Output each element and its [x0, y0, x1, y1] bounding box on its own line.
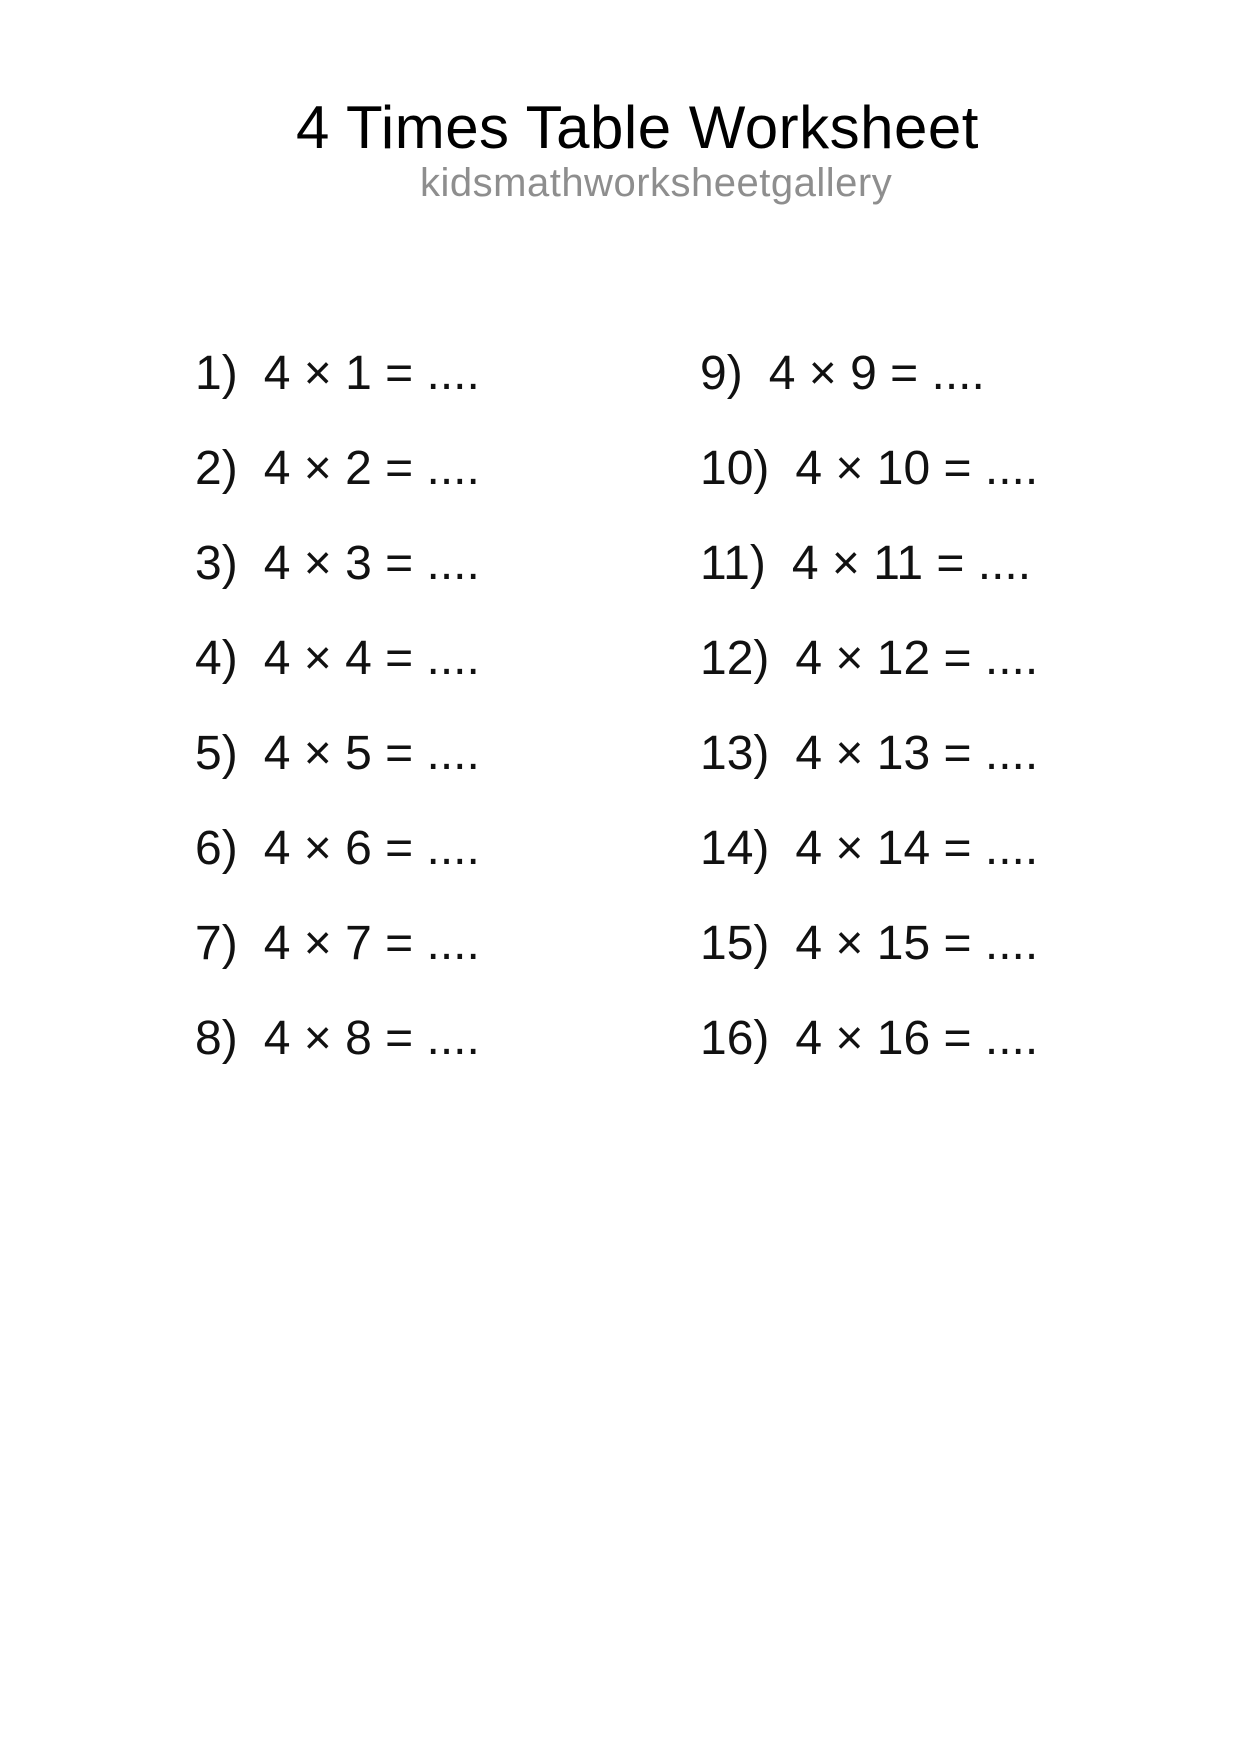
problems-column-right	[700, 347, 1039, 1110]
problem-expression: 4 × 14 = ....	[795, 822, 1039, 875]
problem-number: 14)	[700, 822, 770, 875]
problem-row-9	[700, 347, 1038, 445]
problem-expression: 4 × 15 = ....	[795, 917, 1039, 970]
problem-row-11	[700, 537, 1038, 635]
problem-row-15	[700, 917, 1039, 1015]
problem-row-12	[700, 632, 1039, 730]
problem-expression: 4 × 1 = ....	[263, 347, 480, 400]
problem-row-10	[700, 442, 1039, 540]
problem-expression: 4 × 4 = ....	[263, 632, 480, 685]
problem-expression: 4 × 13 = ....	[795, 727, 1039, 780]
problem-number: 15)	[700, 917, 770, 970]
problem-number: 3)	[195, 537, 238, 590]
problem-row-5	[195, 727, 480, 825]
problem-number: 7)	[195, 917, 238, 970]
problem-row-8	[195, 1012, 480, 1110]
problem-number: 8)	[195, 1012, 238, 1065]
problem-number: 6)	[195, 822, 238, 875]
problem-number: 1)	[195, 347, 238, 400]
problem-expression: 4 × 16 = ....	[795, 1012, 1039, 1065]
problem-row-2	[195, 442, 480, 540]
problem-expression: 4 × 5 = ....	[263, 727, 480, 780]
problem-expression: 4 × 12 = ....	[795, 632, 1039, 685]
problem-row-6	[195, 822, 480, 920]
problem-number: 5)	[195, 727, 238, 780]
problem-expression: 4 × 3 = ....	[263, 537, 480, 590]
problem-row-13	[700, 727, 1039, 825]
page-subtitle: kidsmathworksheetgallery	[420, 161, 893, 205]
problem-number: 9)	[700, 347, 743, 400]
problem-row-1	[195, 347, 480, 445]
problem-number: 16)	[700, 1012, 770, 1065]
problem-expression: 4 × 2 = ....	[263, 442, 480, 495]
problem-row-16	[700, 1012, 1039, 1110]
problem-expression: 4 × 6 = ....	[263, 822, 480, 875]
problem-number: 2)	[195, 442, 238, 495]
problem-number: 12)	[700, 632, 770, 685]
problem-row-4	[195, 632, 480, 730]
problem-expression: 4 × 10 = ....	[795, 442, 1039, 495]
problems-column-left	[195, 347, 480, 1110]
problem-row-7	[195, 917, 480, 1015]
problem-number: 10)	[700, 442, 770, 495]
problem-number: 4)	[195, 632, 238, 685]
problem-row-14	[700, 822, 1039, 920]
problem-expression: 4 × 11 = ....	[791, 537, 1032, 590]
problem-number: 11)	[700, 537, 766, 590]
problem-expression: 4 × 7 = ....	[263, 917, 480, 970]
problem-row-3	[195, 537, 480, 635]
problem-number: 13)	[700, 727, 770, 780]
problem-expression: 4 × 9 = ....	[768, 347, 985, 400]
problem-expression: 4 × 8 = ....	[263, 1012, 480, 1065]
page-title: 4 Times Table Worksheet	[296, 94, 979, 161]
